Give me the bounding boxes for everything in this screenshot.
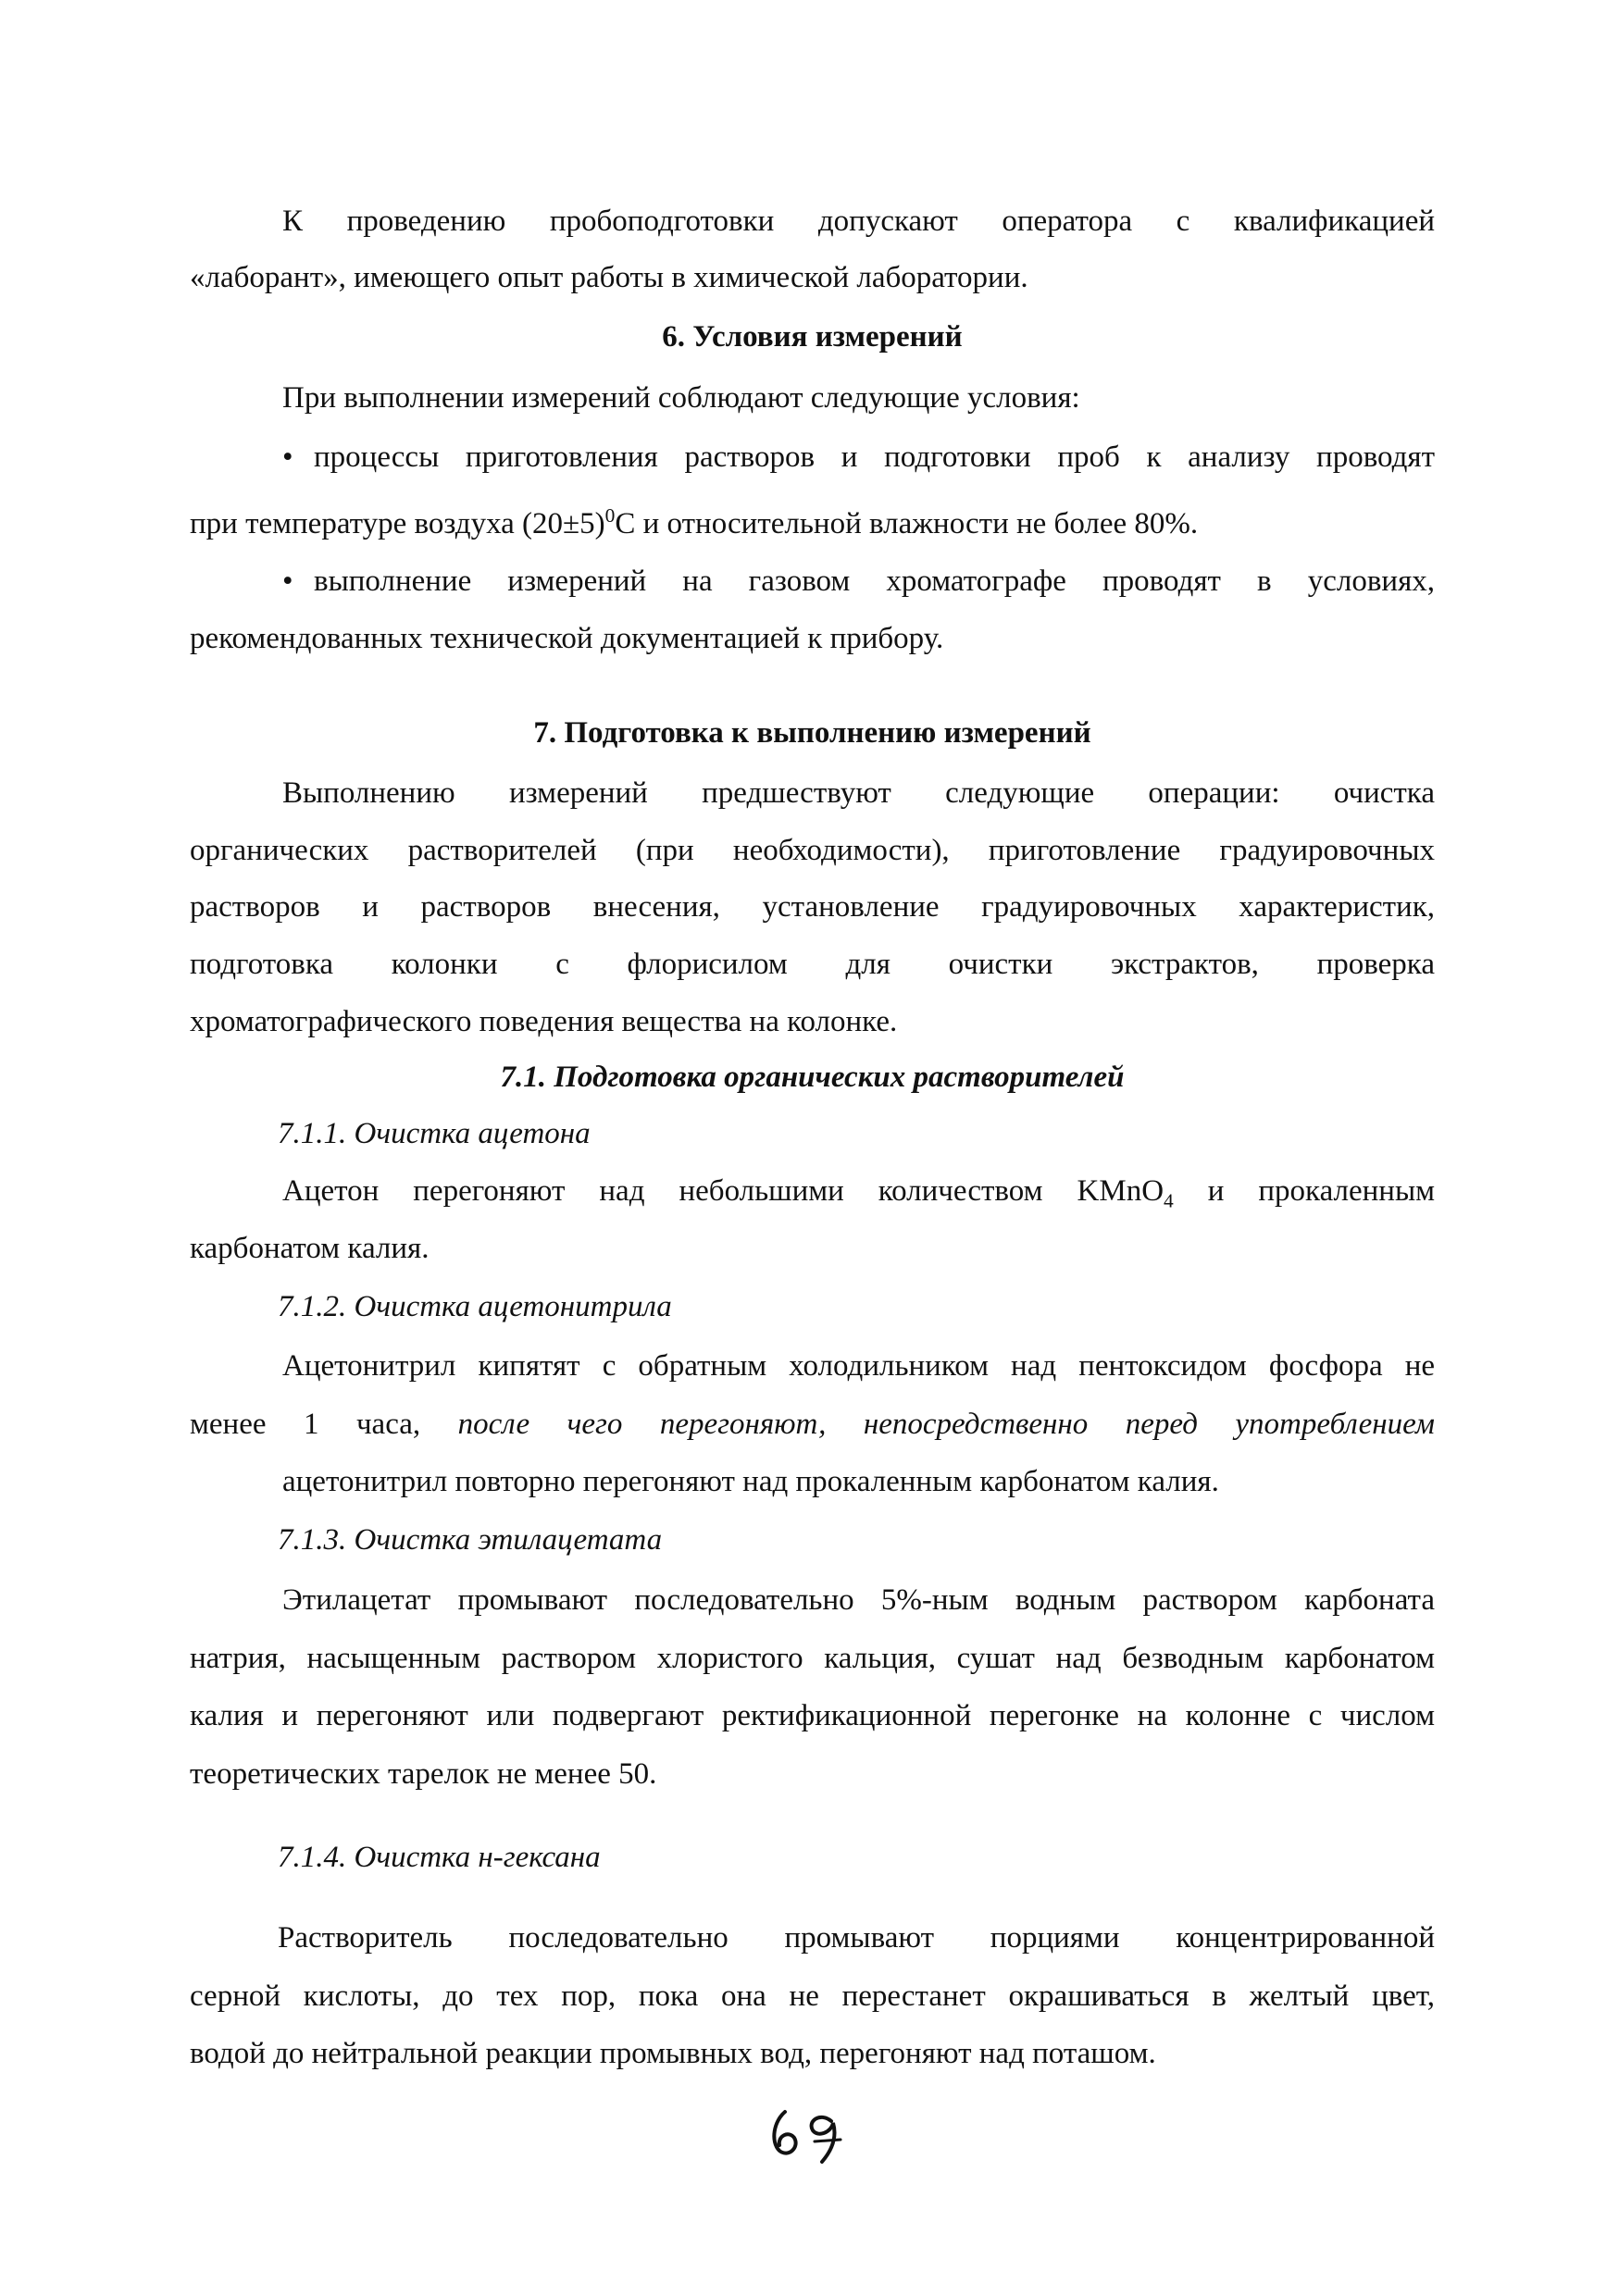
- text-span: и прокаленным: [1173, 1174, 1436, 1208]
- paragraph-line: хроматографического поведения вещества на колонке.: [190, 1005, 898, 1038]
- text-span: Ацетон перегоняют над небольшими количеством KMnO: [282, 1174, 1164, 1208]
- subsection-heading-7-1: 7.1. Подготовка органических растворителей: [500, 1061, 1125, 1094]
- paragraph-line: теоретических тарелок не менее 50.: [190, 1757, 657, 1791]
- paragraph-line: Ацетонитрил кипятят с обратным холодильником над пентоксидом фосфора не: [282, 1349, 1435, 1383]
- subsection-heading-7-1-4: 7.1.4. Очистка н-гексана: [278, 1841, 601, 1874]
- bullet-icon: •: [282, 441, 293, 474]
- bullet-line: [282, 437, 1435, 478]
- text-span: при температуре воздуха (20±5): [190, 507, 605, 540]
- paragraph-line: растворов и растворов внесения, установление градуировочных характеристик,: [190, 890, 1435, 924]
- bullet-text: процессы приготовления растворов и подготовки проб к анализу проводят: [314, 441, 1435, 474]
- paragraph-line: Растворитель последовательно промывают порциями концентрированной: [278, 1921, 1435, 1955]
- paragraph-line: К проведению пробоподготовки допускают оператора с квалификацией: [282, 205, 1435, 238]
- bullet-text: выполнение измерений на газовом хроматографе проводят в условиях,: [314, 565, 1435, 598]
- handwritten-page-number: [759, 2093, 861, 2167]
- paragraph-line: Этилацетат промывают последовательно 5%-ным водным раствором карбоната: [282, 1583, 1435, 1617]
- italic-span: после чего перегоняют, непосредственно перед употреблением: [457, 1408, 1435, 1441]
- paragraph-line: органических растворителей (при необходимости), приготовление градуировочных: [190, 834, 1435, 867]
- bullet-line: [282, 561, 1435, 602]
- subsection-heading-7-1-3: 7.1.3. Очистка этилацетата: [278, 1523, 663, 1557]
- subsection-heading-7-1-1: 7.1.1. Очистка ацетона: [278, 1117, 591, 1150]
- paragraph-line: ацетонитрил повторно перегоняют над прокаленным карбонатом калия.: [282, 1465, 1219, 1498]
- paragraph-line: водой до нейтральной реакции промывных вод, перегоняют над поташом.: [190, 2037, 1156, 2070]
- subsection-heading-7-1-2: 7.1.2. Очистка ацетонитрила: [278, 1290, 672, 1323]
- paragraph-line: Выполнению измерений предшествуют следующие операции: очистка: [282, 776, 1435, 810]
- superscript: 0: [604, 504, 616, 527]
- paragraph-line: серной кислоты, до тех пор, пока она не перестанет окрашиваться в желтый цвет,: [190, 1980, 1435, 2013]
- paragraph-line: [282, 1171, 1435, 1222]
- paragraph-line: «лаборант», имеющего опыт работы в химической лаборатории.: [190, 261, 1028, 294]
- paragraph-line: натрия, насыщенным раствором хлористого кальция, сушат над безводным карбонатом: [190, 1642, 1435, 1675]
- paragraph-line: рекомендованных технической документацией к прибору.: [190, 622, 944, 655]
- section-heading-6: 6. Условия измерений: [662, 320, 963, 354]
- paragraph-line: карбонатом калия.: [190, 1232, 430, 1265]
- text-span: менее 1 часа,: [190, 1408, 458, 1441]
- paragraph-line: подготовка колонки с флорисилом для очистки экстрактов, проверка: [190, 948, 1435, 981]
- section-heading-7: 7. Подготовка к выполнению измерений: [533, 716, 1091, 750]
- paragraph-line: При выполнении измерений соблюдают следующие условия:: [282, 381, 1080, 415]
- paragraph-line: [190, 495, 1435, 544]
- bullet-icon: •: [282, 565, 293, 598]
- subscript: 4: [1164, 1189, 1174, 1212]
- paragraph-line: [190, 1404, 1435, 1445]
- text-span: С и относительной влажности не более 80%.: [615, 507, 1199, 540]
- paragraph-line: калия и перегоняют или подвергают ректификационной перегонке на колонне с числом: [190, 1699, 1435, 1732]
